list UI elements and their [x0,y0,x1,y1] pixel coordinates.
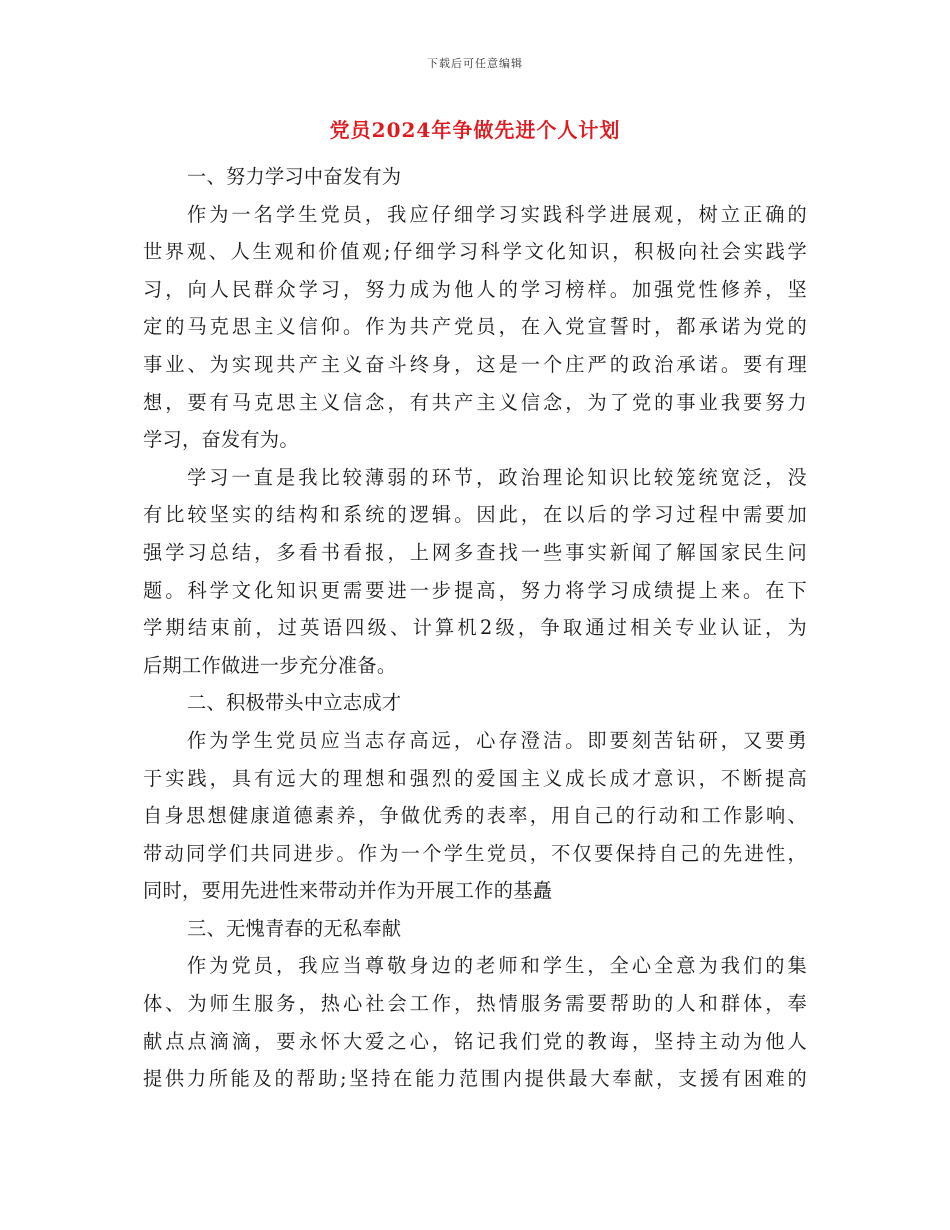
section-heading: 二、积极带头中立志成才 [187,691,402,715]
paragraph-line: 作为学生党员应当志存高远，心存澄洁。即要刻苦钻研，又要勇 [187,728,807,752]
paragraph-line: 世界观、人生观和价值观;仔细学习科学文化知识，积极向社会实践学 [143,240,807,264]
header-note: 下载后可任意编辑 [427,57,523,70]
paragraph-line: 想，要有马克思主义信念，有共产主义信念，为了党的事业我要努力 [143,390,807,414]
paragraph-line: 事业、为实现共产主义奋斗终身，这是一个庄严的政治承诺。要有理 [143,352,807,376]
section-heading: 一、努力学习中奋发有为 [187,165,402,188]
paragraph-line: 定的马克思主义信仰。作为共产党员，在入党宣誓时，都承诺为党的 [143,315,807,339]
paragraph-line: 提供力所能及的帮助;坚持在能力范围内提供最大奉献，支援有困难的 [143,1067,807,1091]
paragraph-line: 学习，奋发有为。 [143,428,299,452]
paragraph-line: 学期结束前，过英语四级、计算机2级，争取通过相关专业认证，为 [143,616,807,640]
paragraph-line: 强学习总结，多看书看报，上网多查找一些事实新闻了解国家民生问 [143,540,807,564]
paragraph-line: 后期工作做进一步充分准备。 [143,653,397,677]
paragraph-line: 体、为师生服务，热心社会工作，热情服务需要帮助的人和群体，奉 [143,992,807,1016]
paragraph-line: 献点点滴滴，要永怀大爱之心，铭记我们党的教诲，坚持主动为他人 [143,1029,807,1053]
paragraph-line: 作为党员，我应当尊敬身边的老师和学生，全心全意为我们的集 [187,954,807,978]
paragraph-line: 学习一直是我比较薄弱的环节，政治理论知识比较笼统宽泛，没 [187,465,807,489]
paragraph-line: 带动同学们共同进步。作为一个学生党员，不仅要保持自己的先进性， [143,841,807,865]
paragraph-line: 同时，要用先进性来带动并作为开展工作的基矗 [143,879,553,903]
document-title: 党员2024年争做先进个人计划 [329,118,621,142]
section-heading: 三、无愧青春的无私奉献 [187,916,402,940]
paragraph-line: 于实践，具有远大的理想和强烈的爱国主义成长成才意识，不断提高 [143,766,807,790]
paragraph-line: 题。科学文化知识更需要进一步提高，努力将学习成绩提上来。在下 [143,578,807,602]
paragraph-line: 作为一名学生党员，我应仔细学习实践科学进展观，树立正确的 [187,202,807,226]
paragraph-line: 习，向人民群众学习，努力成为他人的学习榜样。加强党性修养，坚 [143,277,807,301]
paragraph-line: 自身思想健康道德素养，争做优秀的表率，用自己的行动和工作影响、 [143,804,807,828]
paragraph-line: 有比较坚实的结构和系统的逻辑。因此，在以后的学习过程中需要加 [143,503,807,527]
document-body [143,158,807,1098]
